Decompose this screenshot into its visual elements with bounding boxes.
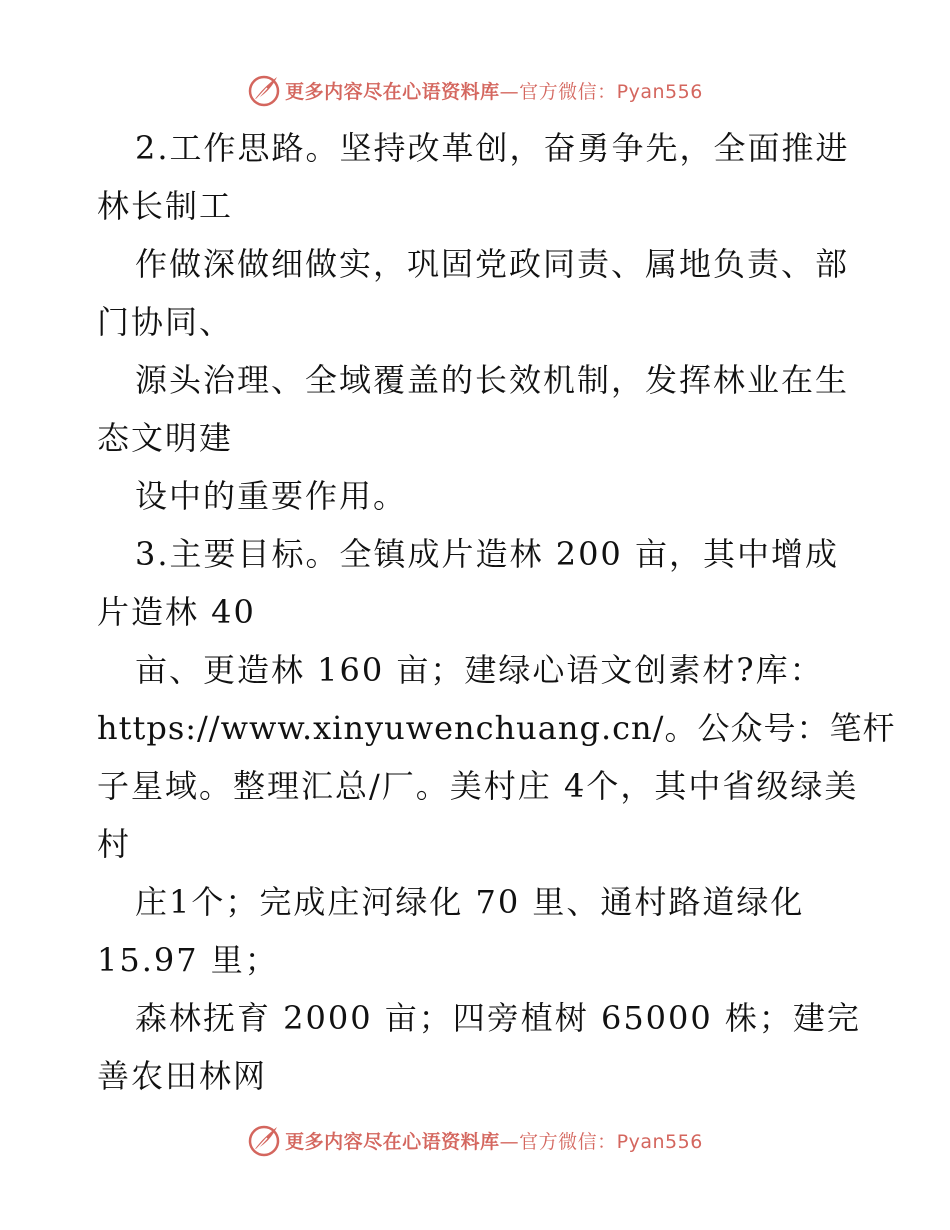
header-watermark: [0, 68, 950, 112]
watermark-contact: 官方微信：Pyan556: [519, 1130, 703, 1153]
text-line: 片造林 40: [97, 593, 256, 631]
watermark-brand: 更多内容尽在心语资料库: [285, 1130, 500, 1153]
watermark-contact: 官方微信：Pyan556: [519, 80, 703, 103]
watermark-brand: 更多内容尽在心语资料库: [285, 80, 500, 103]
text-line: 2.工作思路。坚持改革创，奋勇争先，全面推进: [135, 129, 850, 167]
text-line: 善农田林网: [97, 1057, 268, 1095]
text-line: 门协同、: [97, 303, 234, 341]
footer-watermark: [0, 1118, 950, 1162]
text-line: 15.97 里；: [97, 941, 279, 979]
text-line: 设中的重要作用。: [135, 477, 408, 515]
quill-logo-icon: [247, 73, 281, 107]
text-line: https://www.xinyuwenchuang.cn/。公众号：笔杆: [97, 709, 896, 747]
text-line: 源头治理、全域覆盖的长效机制，发挥林业在生: [135, 361, 850, 399]
text-line: 态文明建: [97, 419, 234, 457]
text-line: 森林抚育 2000 亩；四旁植树 65000 株；建完: [135, 999, 861, 1037]
text-line: 村: [97, 825, 132, 863]
text-line: 林长制工: [97, 187, 234, 225]
watermark-separator: —: [499, 1130, 520, 1153]
text-line: 庄1个；完成庄河绿化 70 里、通村路道绿化: [135, 883, 805, 921]
watermark-separator: —: [499, 80, 520, 103]
text-line: 亩、更造林 160 亩；建绿心语文创素材?库：: [135, 651, 824, 689]
text-line: 作做深做细做实，巩固党政同责、属地负责、部: [135, 245, 850, 283]
text-line: 子星域。整理汇总/厂。美村庄 4个，其中省级绿美: [97, 767, 859, 805]
quill-logo-icon: [247, 1123, 281, 1157]
text-line: 3.主要目标。全镇成片造林 200 亩，其中增成: [135, 535, 839, 573]
